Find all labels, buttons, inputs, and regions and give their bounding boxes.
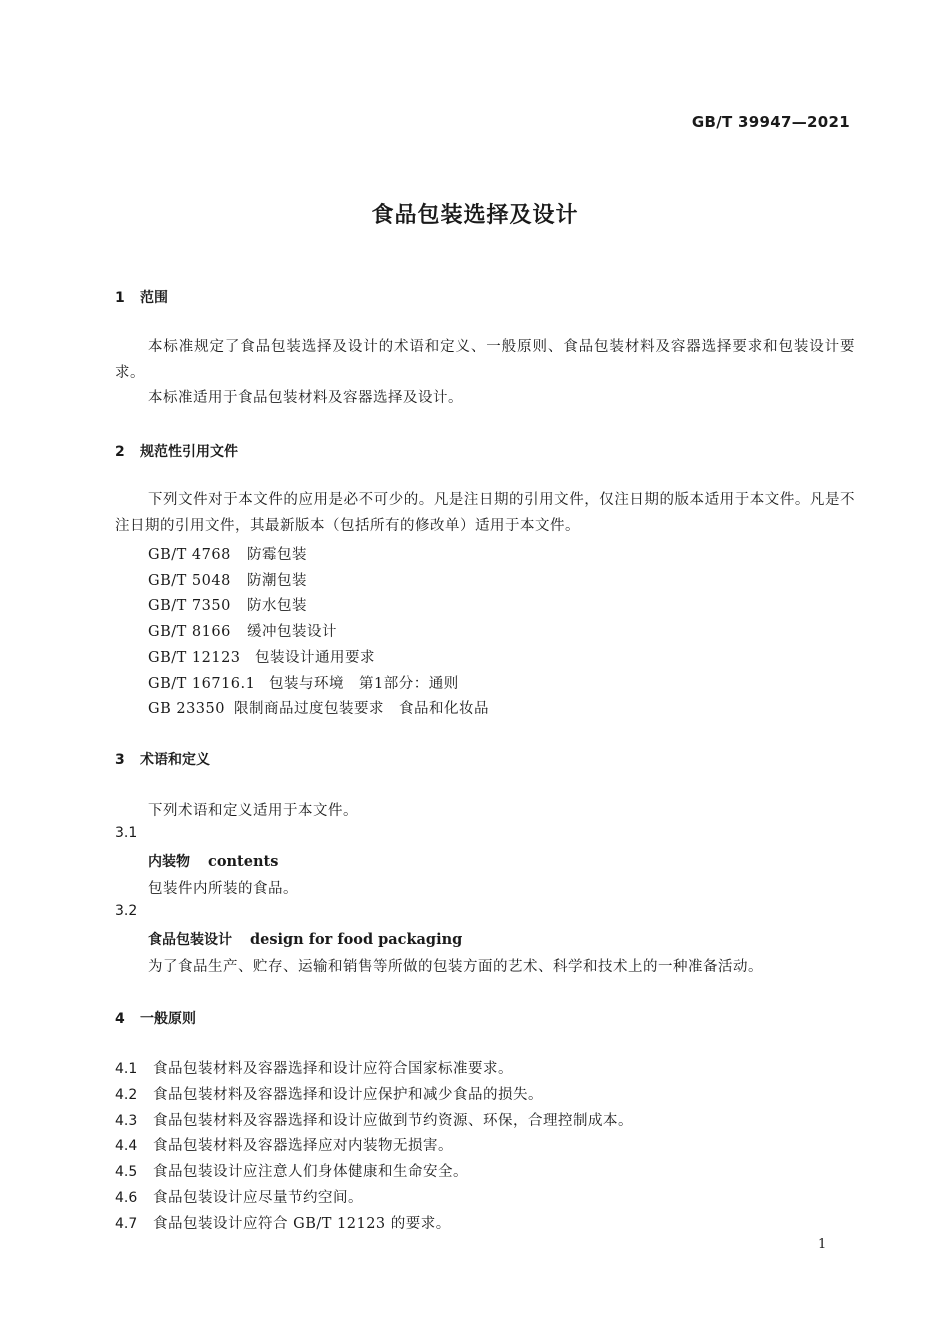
term-number: 3.1 — [115, 825, 138, 841]
clause-number: 4.2 — [115, 1087, 138, 1103]
clause-number: 4.3 — [115, 1113, 138, 1129]
normative-reference — [148, 594, 307, 615]
section-1-paragraph-1: 本标准规定了食品包装选择及设计的术语和定义、一般原则、食品包装材料及容器选择要求和包装设计要求。 — [115, 339, 855, 381]
section-number: 2 — [115, 444, 125, 460]
section-1-paragraph-2: 本标准适用于食品包装材料及容器选择及设计。 — [148, 390, 463, 406]
section-title: 术语和定义 — [140, 752, 210, 768]
term-chinese: 内装物 — [148, 854, 190, 870]
reference-title: 缓冲包装设计 — [247, 624, 337, 640]
normative-reference — [148, 569, 307, 590]
reference-title: 包装与环境 第1部分：通则 — [269, 676, 459, 692]
reference-title: 包装设计通用要求 — [255, 650, 375, 666]
normative-reference — [148, 697, 489, 718]
term-number: 3.2 — [115, 903, 138, 919]
clause-number: 4.5 — [115, 1164, 138, 1180]
normative-reference — [148, 543, 307, 564]
clause — [115, 1057, 513, 1078]
clause-text: 食品包装材料及容器选择和设计应保护和减少食品的损失。 — [153, 1087, 543, 1103]
clause — [115, 1083, 543, 1104]
reference-code: GB/T 12123 — [148, 650, 241, 666]
clause-text: 食品包装材料及容器选择应对内装物无损害。 — [153, 1138, 453, 1154]
section-2-intro: 下列文件对于本文件的应用是必不可少的。凡是注日期的引用文件，仅注日期的版本适用于本文件。凡是不注日期的引用文件，其最新版本（包括所有的修改单）适用于本文件。 — [115, 492, 855, 534]
clause — [115, 1134, 453, 1155]
clause-text: 食品包装设计应尽量节约空间。 — [153, 1190, 363, 1206]
clause — [115, 1160, 468, 1181]
clause — [115, 1109, 633, 1130]
term-chinese: 食品包装设计 — [148, 932, 232, 948]
section-3-intro: 下列术语和定义适用于本文件。 — [148, 803, 358, 819]
normative-reference — [148, 672, 459, 693]
normative-reference — [148, 620, 337, 641]
clause — [115, 1186, 363, 1207]
clause-text: 食品包装设计应注意人们身体健康和生命安全。 — [153, 1164, 468, 1180]
term-entry — [148, 851, 278, 871]
clause-text: 食品包装设计应符合 GB/T 12123 的要求。 — [153, 1216, 451, 1232]
reference-title: 限制商品过度包装要求 食品和化妆品 — [234, 701, 489, 717]
section-3-heading — [115, 749, 210, 769]
reference-title: 防水包装 — [247, 598, 307, 614]
section-title: 范围 — [140, 290, 168, 306]
clause-number: 4.7 — [115, 1216, 138, 1232]
reference-code: GB/T 8166 — [148, 624, 231, 640]
standard-number: GB/T 39947—2021 — [691, 113, 850, 131]
reference-code: GB/T 16716.1 — [148, 676, 256, 692]
section-1-heading — [115, 287, 168, 307]
document-title: 食品包装选择及设计 — [371, 203, 579, 228]
section-4-heading — [115, 1008, 196, 1028]
section-title: 规范性引用文件 — [140, 444, 238, 460]
section-number: 4 — [115, 1011, 125, 1027]
reference-code: GB/T 5048 — [148, 573, 231, 589]
clause-text: 食品包装材料及容器选择和设计应做到节约资源、环保，合理控制成本。 — [153, 1113, 633, 1129]
page-number: 1 — [818, 1237, 827, 1252]
section-number: 1 — [115, 290, 125, 306]
clause-number: 4.4 — [115, 1138, 138, 1154]
term-english: contents — [208, 853, 279, 870]
clause — [115, 1212, 451, 1233]
term-definition: 包装件内所装的食品。 — [148, 881, 298, 897]
section-title: 一般原则 — [140, 1011, 196, 1027]
reference-code: GB/T 7350 — [148, 598, 231, 614]
reference-title: 防潮包装 — [247, 573, 307, 589]
clause-number: 4.6 — [115, 1190, 138, 1206]
reference-code: GB/T 4768 — [148, 547, 231, 563]
term-entry — [148, 929, 462, 949]
term-definition: 为了食品生产、贮存、运输和销售等所做的包装方面的艺术、科学和技术上的一种准备活动。 — [148, 959, 763, 975]
normative-reference — [148, 646, 375, 667]
term-english: design for food packaging — [250, 931, 463, 948]
reference-code: GB 23350 — [148, 701, 225, 717]
clause-text: 食品包装材料及容器选择和设计应符合国家标准要求。 — [153, 1061, 513, 1077]
reference-title: 防霉包装 — [247, 547, 307, 563]
section-2-heading — [115, 441, 238, 461]
section-number: 3 — [115, 752, 125, 768]
clause-number: 4.1 — [115, 1061, 138, 1077]
